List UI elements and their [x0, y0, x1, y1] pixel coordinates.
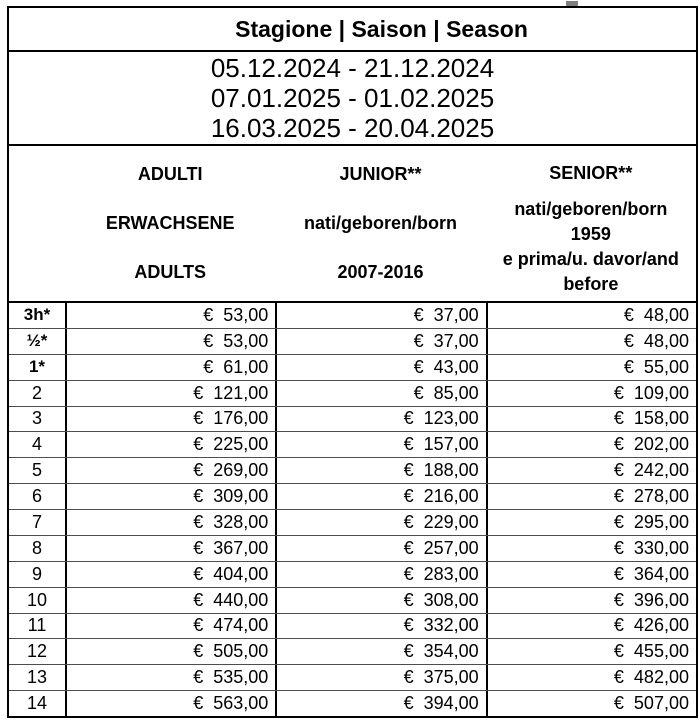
- adult-price-cell: € 474,00: [65, 614, 275, 639]
- row-label: 8: [31, 537, 42, 558]
- table-row: [9, 613, 696, 639]
- junior-price-cell: € 37,00: [275, 329, 485, 354]
- column-header-senior: [486, 146, 696, 301]
- column-header-block: [65, 150, 275, 199]
- column-header-block: [486, 247, 696, 297]
- senior-price-cell: € 330,00: [486, 536, 696, 561]
- junior-price-cell: € 123,00: [275, 407, 485, 432]
- table-row: [9, 535, 696, 561]
- senior-price-cell: € 455,00: [486, 639, 696, 664]
- senior-price-cell: € 48,00: [486, 303, 696, 328]
- column-header-block: [275, 248, 485, 297]
- senior-price-cell: € 364,00: [486, 562, 696, 587]
- table-row: [9, 561, 696, 587]
- row-label: 7: [31, 511, 42, 532]
- table-row: [9, 328, 696, 354]
- adult-price-cell: € 328,00: [65, 510, 275, 535]
- season-date-range: 16.03.2025 - 20.04.2025: [210, 113, 495, 143]
- header-spacer: [9, 146, 65, 301]
- junior-price-cell: € 216,00: [275, 484, 485, 509]
- senior-price-cell: € 48,00: [486, 329, 696, 354]
- column-header-text: ADULTI: [137, 164, 203, 184]
- column-header-block: [486, 197, 696, 247]
- table-title: Stagione | Saison | Season: [235, 15, 528, 42]
- row-label: 14: [26, 693, 48, 714]
- junior-price-cell: € 188,00: [275, 458, 485, 483]
- senior-price-cell: € 202,00: [486, 432, 696, 457]
- senior-price-cell: € 482,00: [486, 665, 696, 690]
- season-date-range: 07.01.2025 - 01.02.2025: [210, 83, 495, 113]
- row-label: 13: [26, 667, 48, 688]
- junior-price-cell: € 157,00: [275, 432, 485, 457]
- adult-price-cell: € 225,00: [65, 432, 275, 457]
- season-date-range: 05.12.2024 - 21.12.2024: [210, 53, 495, 83]
- column-header-block: [486, 150, 696, 197]
- column-header-block: [65, 248, 275, 297]
- column-header-text: JUNIOR**: [339, 164, 422, 184]
- row-label: 1*: [28, 357, 46, 377]
- adult-price-cell: € 53,00: [65, 303, 275, 328]
- table-row: [9, 638, 696, 664]
- row-label: 2: [31, 382, 42, 403]
- table-row: [9, 380, 696, 406]
- column-header-junior: [275, 146, 485, 301]
- row-label: 3h*: [23, 305, 51, 325]
- column-header-text: e prima/u. davor/and: [502, 249, 679, 269]
- row-label: 9: [31, 563, 42, 584]
- junior-price-cell: € 308,00: [275, 588, 485, 613]
- junior-price-cell: € 257,00: [275, 536, 485, 561]
- column-header-text: SENIOR**: [549, 163, 633, 183]
- junior-price-cell: € 332,00: [275, 614, 485, 639]
- adult-price-cell: € 505,00: [65, 639, 275, 664]
- table-row: [9, 483, 696, 509]
- junior-price-cell: € 375,00: [275, 665, 485, 690]
- row-label: 6: [31, 486, 42, 507]
- adult-price-cell: € 61,00: [65, 355, 275, 380]
- table-row: [9, 354, 696, 380]
- table-row: [9, 664, 696, 690]
- row-label: 10: [26, 589, 48, 610]
- adult-price-cell: € 367,00: [65, 536, 275, 561]
- adult-price-cell: € 404,00: [65, 562, 275, 587]
- scan-artifact: [566, 1, 578, 6]
- table-row: [9, 509, 696, 535]
- column-headers-row: [9, 146, 696, 303]
- adult-price-cell: € 563,00: [65, 691, 275, 716]
- senior-price-cell: € 242,00: [486, 458, 696, 483]
- adult-price-cell: € 269,00: [65, 458, 275, 483]
- senior-price-cell: € 507,00: [486, 691, 696, 716]
- column-header-text: ERWACHSENE: [105, 213, 235, 233]
- column-header-block: [275, 150, 485, 199]
- column-header-text: before: [563, 274, 619, 294]
- adult-price-cell: € 535,00: [65, 665, 275, 690]
- junior-price-cell: € 354,00: [275, 639, 485, 664]
- table-row: [9, 303, 696, 328]
- junior-price-cell: € 394,00: [275, 691, 485, 716]
- row-label: ½*: [26, 331, 48, 351]
- column-header-text: 2007-2016: [337, 262, 424, 282]
- column-header-text: nati/geboren/born: [514, 199, 668, 219]
- season-price-table: [7, 6, 698, 718]
- price-rows: [9, 303, 696, 716]
- adult-price-cell: € 121,00: [65, 381, 275, 406]
- column-header-block: [65, 199, 275, 248]
- season-dates: [9, 52, 696, 146]
- junior-price-cell: € 37,00: [275, 303, 485, 328]
- junior-price-cell: € 283,00: [275, 562, 485, 587]
- junior-price-cell: € 43,00: [275, 355, 485, 380]
- junior-price-cell: € 229,00: [275, 510, 485, 535]
- senior-price-cell: € 109,00: [486, 381, 696, 406]
- row-label: 12: [26, 641, 48, 662]
- table-row: [9, 587, 696, 613]
- adult-price-cell: € 440,00: [65, 588, 275, 613]
- table-title-row: [9, 8, 696, 52]
- senior-price-cell: € 396,00: [486, 588, 696, 613]
- senior-price-cell: € 426,00: [486, 614, 696, 639]
- row-label: 3: [31, 408, 42, 429]
- column-header-text: 1959: [570, 224, 611, 244]
- adult-price-cell: € 176,00: [65, 407, 275, 432]
- table-row: [9, 406, 696, 432]
- senior-price-cell: € 55,00: [486, 355, 696, 380]
- column-header-text: nati/geboren/born: [303, 213, 457, 233]
- senior-price-cell: € 278,00: [486, 484, 696, 509]
- column-header-adults: [65, 146, 275, 301]
- adult-price-cell: € 53,00: [65, 329, 275, 354]
- adult-price-cell: € 309,00: [65, 484, 275, 509]
- row-label: 11: [27, 615, 47, 636]
- table-row: [9, 431, 696, 457]
- row-label: 5: [31, 460, 42, 481]
- table-row: [9, 457, 696, 483]
- column-header-block: [275, 199, 485, 248]
- junior-price-cell: € 85,00: [275, 381, 485, 406]
- row-label: 4: [31, 434, 42, 455]
- table-row: [9, 690, 696, 716]
- column-header-text: ADULTS: [134, 262, 206, 282]
- senior-price-cell: € 295,00: [486, 510, 696, 535]
- senior-price-cell: € 158,00: [486, 407, 696, 432]
